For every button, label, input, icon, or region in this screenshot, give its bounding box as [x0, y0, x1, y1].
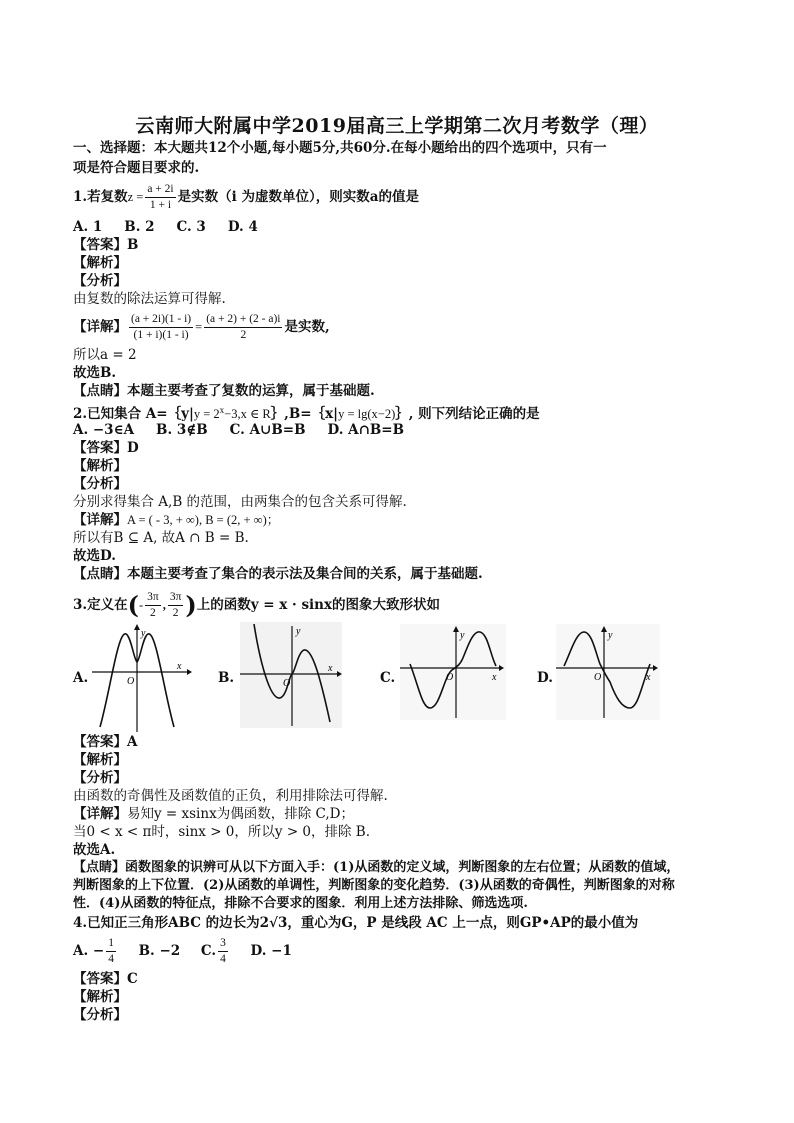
graph-b-x-label: x [328, 663, 333, 674]
graph-c-origin: O [446, 672, 454, 683]
q3-detail: 【详解】易知y = xsinx为偶函数，排除 C,D； [73, 806, 354, 822]
graph-d-y-label: y [608, 630, 613, 641]
q4-stem: 4.已知正三角形ABC 的边长为2√3，重心为G，P 是线段 AC 上一点，则GP•AP的最小值为 [73, 915, 639, 931]
graph-c-y-label: y [460, 630, 465, 641]
q1-comment: 【点睛】本题主要考查了复数的运算，属于基础题. [73, 383, 375, 399]
q1-answer: 【答案】B [73, 237, 139, 253]
q2-options: A. −3∈A B. 3∉B C. A∪B=B D. A∩B=B [73, 422, 405, 438]
q3-comment-3: 性．(4)从函数的特征点，排除不合要求的图象．利用上述方法排除、筛选选项. [73, 896, 528, 911]
q1-options: A. 1 B. 2 C. 3 D. 4 [73, 219, 258, 235]
q1-detail: 【详解】 $\frac{(a + 2i)(1 - i)}{(1 + i)(1 - i)}$ = $\frac{(a + 2) + (2 - a)i}{2}$ 是实数, [73, 313, 330, 341]
graph-a-origin: O [127, 676, 135, 687]
graph-d [556, 624, 660, 720]
q2-so: 所以有B ⊆ A, 故A ∩ B = B. [73, 530, 249, 546]
section-heading-line2: 项是符合题目要求的. [73, 160, 200, 176]
q2-analysis-tag: 【解析】 [73, 458, 127, 474]
q2-comment: 【点睛】本题主要考查了集合的表示法及集合间的关系，属于基础题. [73, 566, 483, 582]
q1-analysis-tag: 【解析】 [73, 255, 127, 271]
graph-label-a: A. [73, 670, 89, 686]
q1-fenxi-text: 由复数的除法运算可得解. [73, 291, 226, 307]
q4-answer: 【答案】C [73, 971, 138, 987]
graph-label-d: D. [537, 670, 553, 686]
graph-label-c: C. [380, 670, 396, 686]
q1-stem: 1.若复数z = $\frac{a + 2i}{1 + i}$ 是实数（i 为虚数单位），则实数a的值是 [73, 183, 419, 211]
q3-analysis-tag: 【解析】 [73, 752, 127, 768]
q2-fenxi-text: 分别求得集合 A,B 的范围，由两集合的包含关系可得解. [73, 494, 407, 510]
graph-b [240, 622, 342, 728]
q3-choose: 故选A. [73, 842, 116, 858]
graph-a-y-label: y [141, 628, 146, 639]
q3-fenxi-tag: 【分析】 [73, 770, 127, 786]
section-heading-line1: 一、选择题：本大题共12个小题,每小题5分,共60分.在每小题给出的四个选项中，只有一 [73, 140, 607, 156]
q2-detail: 【详解】A = ( - 3, + ∞), B = (2, + ∞)； [73, 512, 280, 528]
q3-comment-1: 【点睛】函数图象的识辨可从以下方面入手：(1)从函数的定义域，判断图象的左右位置；从函数的值域， [73, 860, 680, 875]
q1-choose: 故选B. [73, 365, 117, 381]
q3-detail-line2: 当0 < x < π时，sinx > 0，所以y > 0，排除 B. [73, 824, 371, 840]
graph-b-origin: O [283, 678, 291, 689]
graph-b-y-label: y [296, 626, 301, 637]
graph-c-x-label: x [492, 672, 497, 683]
q1-fenxi-tag: 【分析】 [73, 273, 127, 289]
graph-d-x-label: x [646, 672, 651, 683]
q2-answer: 【答案】D [73, 440, 139, 456]
q1-fraction: $\frac{a + 2i}{1 + i}$ [147, 183, 174, 211]
graph-a-x-label: x [177, 661, 182, 672]
q4-analysis-tag: 【解析】 [73, 989, 127, 1005]
page-title: 云南师大附属中学2019届高三上学期第二次月考数学（理） [135, 115, 659, 137]
q4-fenxi-tag: 【分析】 [73, 1007, 127, 1023]
q2-stem: 2.已知集合 A=｛y|y = $2^x-3,x$ ∈ R｝,B=｛x|y = lg(x−2)｝, 则下列结论正确的是 [73, 405, 540, 423]
q2-fenxi-tag: 【分析】 [73, 476, 127, 492]
q1-so: 所以a = 2 [73, 347, 137, 363]
graph-a [92, 622, 192, 734]
q3-fenxi-text: 由函数的奇偶性及函数值的正负，利用排除法可得解. [73, 788, 388, 804]
q3-comment-2: 判断图象的上下位置．(2)从函数的单调性，判断图象的变化趋势．(3)从函数的奇偶性，判断图象的对称 [73, 878, 675, 893]
q4-options: A. − $\frac{1}{4}$ B. −2 C. $\frac{3}{4}$ D. −1 [73, 937, 292, 965]
graph-label-b: B. [218, 670, 235, 686]
graph-c [400, 624, 506, 720]
graph-d-origin: O [594, 672, 602, 683]
q2-choose: 故选D. [73, 548, 116, 564]
q3-answer: 【答案】A [73, 734, 138, 750]
q3-stem: 3.定义在(- $\frac{3\pi}{2}$ , $\frac{3\pi}{2}$ )上的函数y = x · sinx的图象大致形状如 [73, 590, 441, 620]
